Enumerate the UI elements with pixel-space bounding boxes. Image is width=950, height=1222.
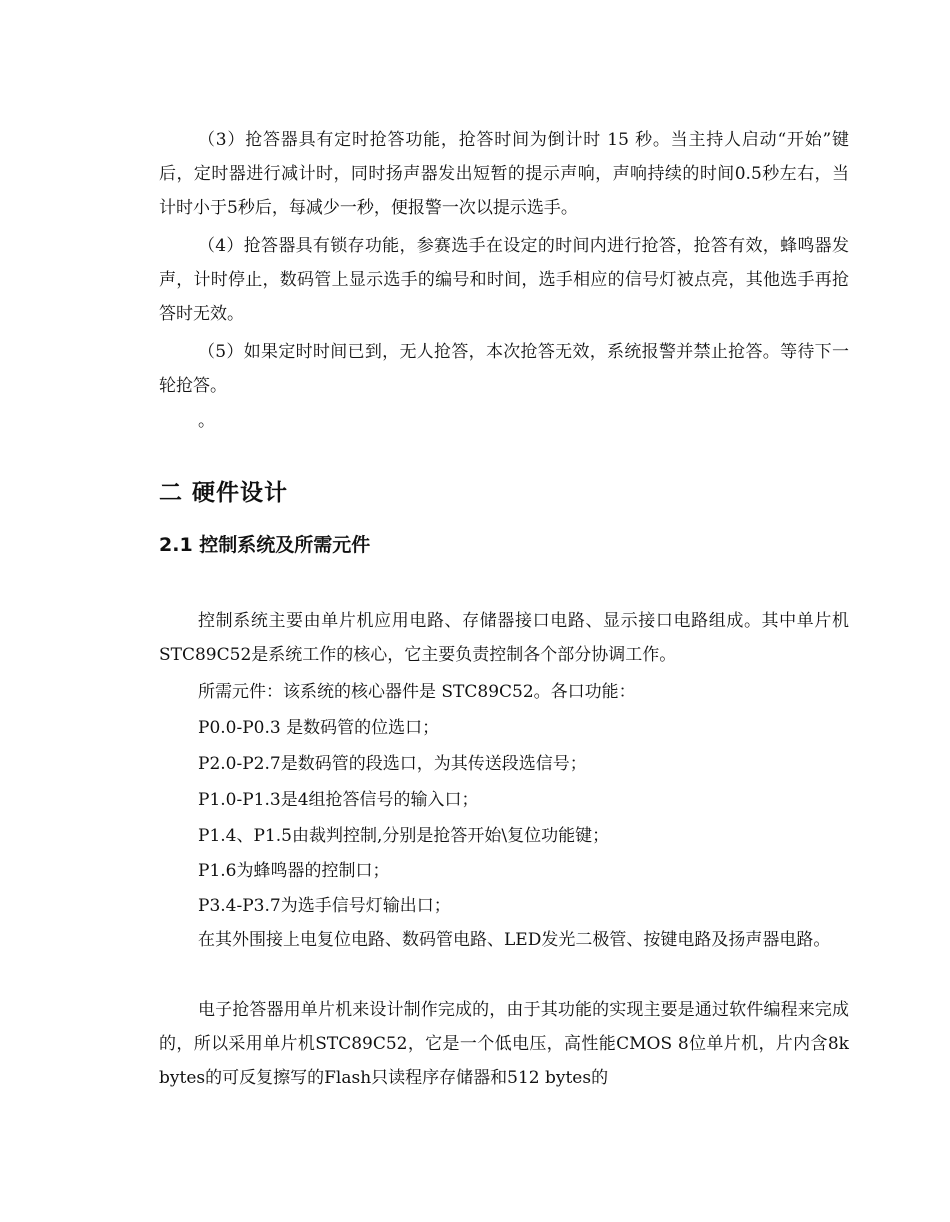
section-heading: 二 硬件设计	[159, 480, 289, 506]
port-line: P0.0-P0.3 是数码管的位选口；	[198, 718, 440, 738]
subsection-heading: 2.1 控制系统及所需元件	[159, 534, 371, 556]
paragraph-control-system: 控制系统主要由单片机应用电路、存储器接口电路、显示接口电路组成。其中单片机STC89C52是系统工作的核心，它主要负责控制各个部分协调工作。	[159, 611, 849, 665]
port-line: P2.0-P2.7是数码管的段选口，为其传送段选信号；	[198, 754, 587, 774]
port-line: P1.4、P1.5由裁判控制,分别是抢答开始\复位功能键；	[198, 826, 610, 846]
port-line: P1.6为蜂鸣器的控制口；	[198, 861, 390, 881]
paragraph-feature-5: （5）如果定时时间已到，无人抢答，本次抢答无效，系统报警并禁止抢答。等待下一轮抢答。	[159, 342, 849, 396]
stray-punctuation: 。	[198, 411, 215, 431]
paragraph-design: 电子抢答器用单片机来设计制作完成的，由于其功能的实现主要是通过软件编程来完成的，所以采用单片机STC89C52，它是一个低电压，高性能CMOS 8位单片机，片内含8k bytes的可反复擦写的Flash只读程序存储器和512 bytes的	[159, 1000, 849, 1088]
paragraph-peripheral-circuits: 在其外围接上电复位电路、数码管电路、LED发光二极管、按键电路及扬声器电路。	[198, 930, 831, 950]
port-line: P3.4-P3.7为选手信号灯输出口；	[198, 896, 451, 916]
port-line: P1.0-P1.3是4组抢答信号的输入口；	[198, 790, 479, 810]
paragraph-feature-3: （3）抢答器具有定时抢答功能，抢答时间为倒计时 15 秒。当主持人启动“开始”键后，定时器进行减计时，同时扬声器发出短暂的提示声响，声响持续的时间0.5秒左右，当计时小于5秒后，每减少一秒，便报警一次以提示选手。	[159, 130, 849, 218]
components-intro: 所需元件：该系统的核心器件是 STC89C52。各口功能：	[198, 682, 636, 702]
paragraph-feature-4: （4）抢答器具有锁存功能，参赛选手在设定的时间内进行抢答，抢答有效，蜂鸣器发声，计时停止，数码管上显示选手的编号和时间，选手相应的信号灯被点亮，其他选手再抢答时无效。	[159, 236, 849, 324]
